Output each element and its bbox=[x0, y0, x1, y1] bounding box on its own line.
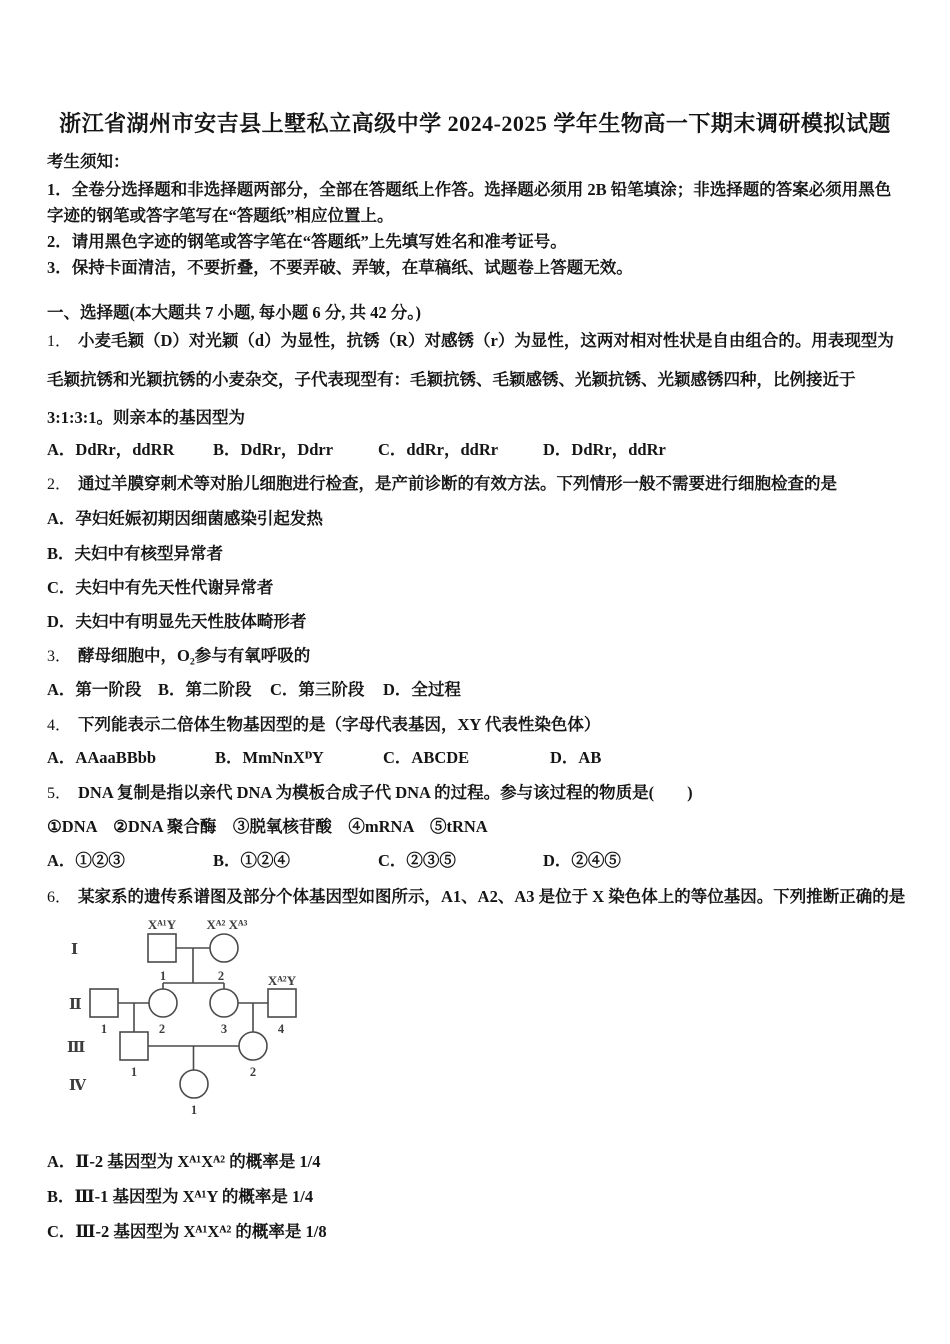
pedigree-number-II-2: 2 bbox=[158, 1022, 166, 1036]
question-3-stem bbox=[47, 642, 310, 666]
pedigree-number-I-1: 1 bbox=[159, 969, 167, 983]
question-1-stem-line-1 bbox=[47, 327, 894, 351]
pedigree-genotype-I-1: Xᴬ¹Y bbox=[147, 917, 177, 932]
notice-line-3: 3．保持卡面清洁，不要折叠，不要弄破、弄皱，在草稿纸、试题卷上答题无效。 bbox=[47, 258, 633, 277]
section-heading: 一、选择题(本大题共 7 小题, 每小题 6 分, 共 42 分。) bbox=[47, 303, 421, 322]
q1-option-a: A．DdRr，ddRR bbox=[47, 440, 175, 459]
question-5-items: ①DNA ②DNA 聚合酶 ③脱氧核苷酸 ④mRNA ⑤tRNA bbox=[47, 817, 488, 836]
pedigree-II-3-female-circle bbox=[210, 989, 238, 1017]
q1-option-d: D．DdRr，ddRr bbox=[543, 440, 666, 459]
pedigree-number-III-1: 1 bbox=[130, 1065, 138, 1079]
pedigree-genotype-I-2: Xᴬ² Xᴬ³ bbox=[206, 917, 248, 932]
question-1-options bbox=[0, 436, 950, 460]
pedigree-line-III-to-IV bbox=[148, 1046, 239, 1070]
pedigree-III-1-male-square bbox=[120, 1032, 148, 1060]
question-1-stem-text-1: 小麦毛颖（D）对光颖（d）为显性，抗锈（R）对感锈（r）为显性，这两对相对性状是自由组合的。用表现型为 bbox=[78, 331, 894, 350]
question-6-number: 6． bbox=[47, 889, 72, 906]
pedigree-genotype-II-4: Xᴬ²Y bbox=[267, 973, 297, 988]
pedigree-I-2-female-circle bbox=[210, 934, 238, 962]
q5-option-c: C．②③⑤ bbox=[378, 851, 456, 870]
q1-option-b: B．DdRr，Ddrr bbox=[213, 440, 334, 459]
q3-option-d: D．全过程 bbox=[383, 680, 461, 699]
q4-option-d: D．AB bbox=[550, 748, 602, 767]
q2-option-a: A．孕妇妊娠初期因细菌感染引起发热 bbox=[47, 509, 323, 528]
pedigree-line-II34-to-III2 bbox=[238, 1003, 268, 1032]
q3-option-b: B．第二阶段 bbox=[158, 680, 252, 699]
question-2-stem-text: 通过羊膜穿刺术等对胎儿细胞进行检查，是产前诊断的有效方法。下列情形一般不需要进行细胞检查的是 bbox=[78, 474, 838, 493]
question-6-stem-text: 某家系的遗传系谱图及部分个体基因型如图所示，A1、A2、A3 是位于 X 染色体上的等位基因。下列推断正确的是 bbox=[78, 887, 906, 906]
pedigree-III-2-female-circle bbox=[239, 1032, 267, 1060]
pedigree-number-II-4: 4 bbox=[277, 1022, 285, 1036]
pedigree-row-label-IV: Ⅳ bbox=[69, 1078, 87, 1094]
q2-option-d: D．夫妇中有明显先天性肢体畸形者 bbox=[47, 612, 307, 631]
pedigree-row-label-II: Ⅱ bbox=[69, 997, 82, 1013]
question-1-stem-line-3: 3:1:3:1。则亲本的基因型为 bbox=[47, 408, 245, 427]
pedigree-row-label-I: Ⅰ bbox=[71, 942, 79, 958]
pedigree-row-label-III: Ⅲ bbox=[67, 1040, 86, 1056]
pedigree-II-4-male-square bbox=[268, 989, 296, 1017]
pedigree-number-III-2: 2 bbox=[249, 1065, 257, 1079]
q4-option-a: A．AAaaBBbb bbox=[47, 748, 157, 767]
question-2-number: 2． bbox=[47, 476, 72, 493]
pedigree-II-1-male-square bbox=[90, 989, 118, 1017]
pedigree-I-1-male-square bbox=[148, 934, 176, 962]
q5-option-a: A．①②③ bbox=[47, 851, 125, 870]
q1-option-c: C．ddRr，ddRr bbox=[378, 440, 499, 459]
notice-line-2: 2．请用黑色字迹的钢笔或答字笔在“答题纸”上先填写姓名和准考证号。 bbox=[47, 232, 567, 251]
q2-option-b: B．夫妇中有核型异常者 bbox=[47, 544, 224, 563]
question-4-stem bbox=[47, 711, 600, 735]
notice-line-1: 1．全卷分选择题和非选择题两部分，全部在答题纸上作答。选择题必须用 2B 铅笔填涂；非选择题的答案必须用黑色 bbox=[47, 180, 892, 199]
question-1-number: 1． bbox=[47, 333, 72, 350]
question-3-stem-text: 酵母细胞中，O₂参与有氧呼吸的 bbox=[78, 646, 311, 665]
q2-option-c: C．夫妇中有先天性代谢异常者 bbox=[47, 578, 274, 597]
pedigree-number-IV-1: 1 bbox=[190, 1103, 198, 1117]
q5-option-d: D．②④⑤ bbox=[543, 851, 621, 870]
question-5-stem-text: DNA 复制是指以亲代 DNA 为模板合成子代 DNA 的过程。参与该过程的物质是( ) bbox=[78, 783, 693, 802]
question-4-options bbox=[0, 744, 950, 768]
pedigree-number-I-2: 2 bbox=[217, 969, 225, 983]
pedigree-IV-1-female-circle bbox=[180, 1070, 208, 1098]
question-5-number: 5． bbox=[47, 785, 72, 802]
question-4-stem-text: 下列能表示二倍体生物基因型的是（字母代表基因，XY 代表性染色体） bbox=[78, 715, 601, 734]
notice-heading: 考生须知： bbox=[47, 152, 130, 171]
question-1-stem-line-2: 毛颖抗锈和光颖抗锈的小麦杂交，子代表现型有：毛颖抗锈、毛颖感锈、光颖抗锈、光颖感锈四种，比例接近于 bbox=[47, 370, 856, 389]
question-2-stem bbox=[47, 470, 837, 494]
q6-option-a: A．Ⅱ-2 基因型为 Xᴬ¹Xᴬ² 的概率是 1/4 bbox=[47, 1152, 321, 1171]
pedigree-number-II-1: 1 bbox=[100, 1022, 108, 1036]
q3-option-a: A．第一阶段 bbox=[47, 680, 142, 699]
question-5-options bbox=[0, 847, 950, 871]
pedigree-number-II-3: 3 bbox=[220, 1022, 228, 1036]
pedigree-II-2-female-circle bbox=[149, 989, 177, 1017]
q6-option-b: B．Ⅲ-1 基因型为 Xᴬ¹Y 的概率是 1/4 bbox=[47, 1187, 314, 1206]
page-title: 浙江省湖州市安吉县上墅私立高级中学 2024-2025 学年生物高一下期末调研模拟试题 bbox=[59, 111, 891, 136]
question-6-stem bbox=[47, 883, 905, 907]
pedigree-line-II12-to-III1 bbox=[118, 1003, 149, 1032]
q4-option-c: C．ABCDE bbox=[383, 748, 470, 767]
q6-option-c: C．Ⅲ-2 基因型为 Xᴬ¹Xᴬ² 的概率是 1/8 bbox=[47, 1222, 327, 1241]
notice-line-1-wrap: 字迹的钢笔或答字笔写在“答题纸”相应位置上。 bbox=[47, 206, 394, 225]
pedigree-diagram bbox=[63, 912, 393, 1122]
q4-option-b: B．MmNnXᴰY bbox=[215, 748, 324, 767]
question-5-stem bbox=[47, 779, 693, 803]
pedigree-line-gen1-to-gen2 bbox=[163, 948, 224, 989]
q5-option-b: B．①②④ bbox=[213, 851, 291, 870]
question-4-number: 4． bbox=[47, 717, 72, 734]
question-3-number: 3． bbox=[47, 648, 72, 665]
q3-option-c: C．第三阶段 bbox=[270, 680, 365, 699]
question-3-options bbox=[0, 676, 950, 700]
